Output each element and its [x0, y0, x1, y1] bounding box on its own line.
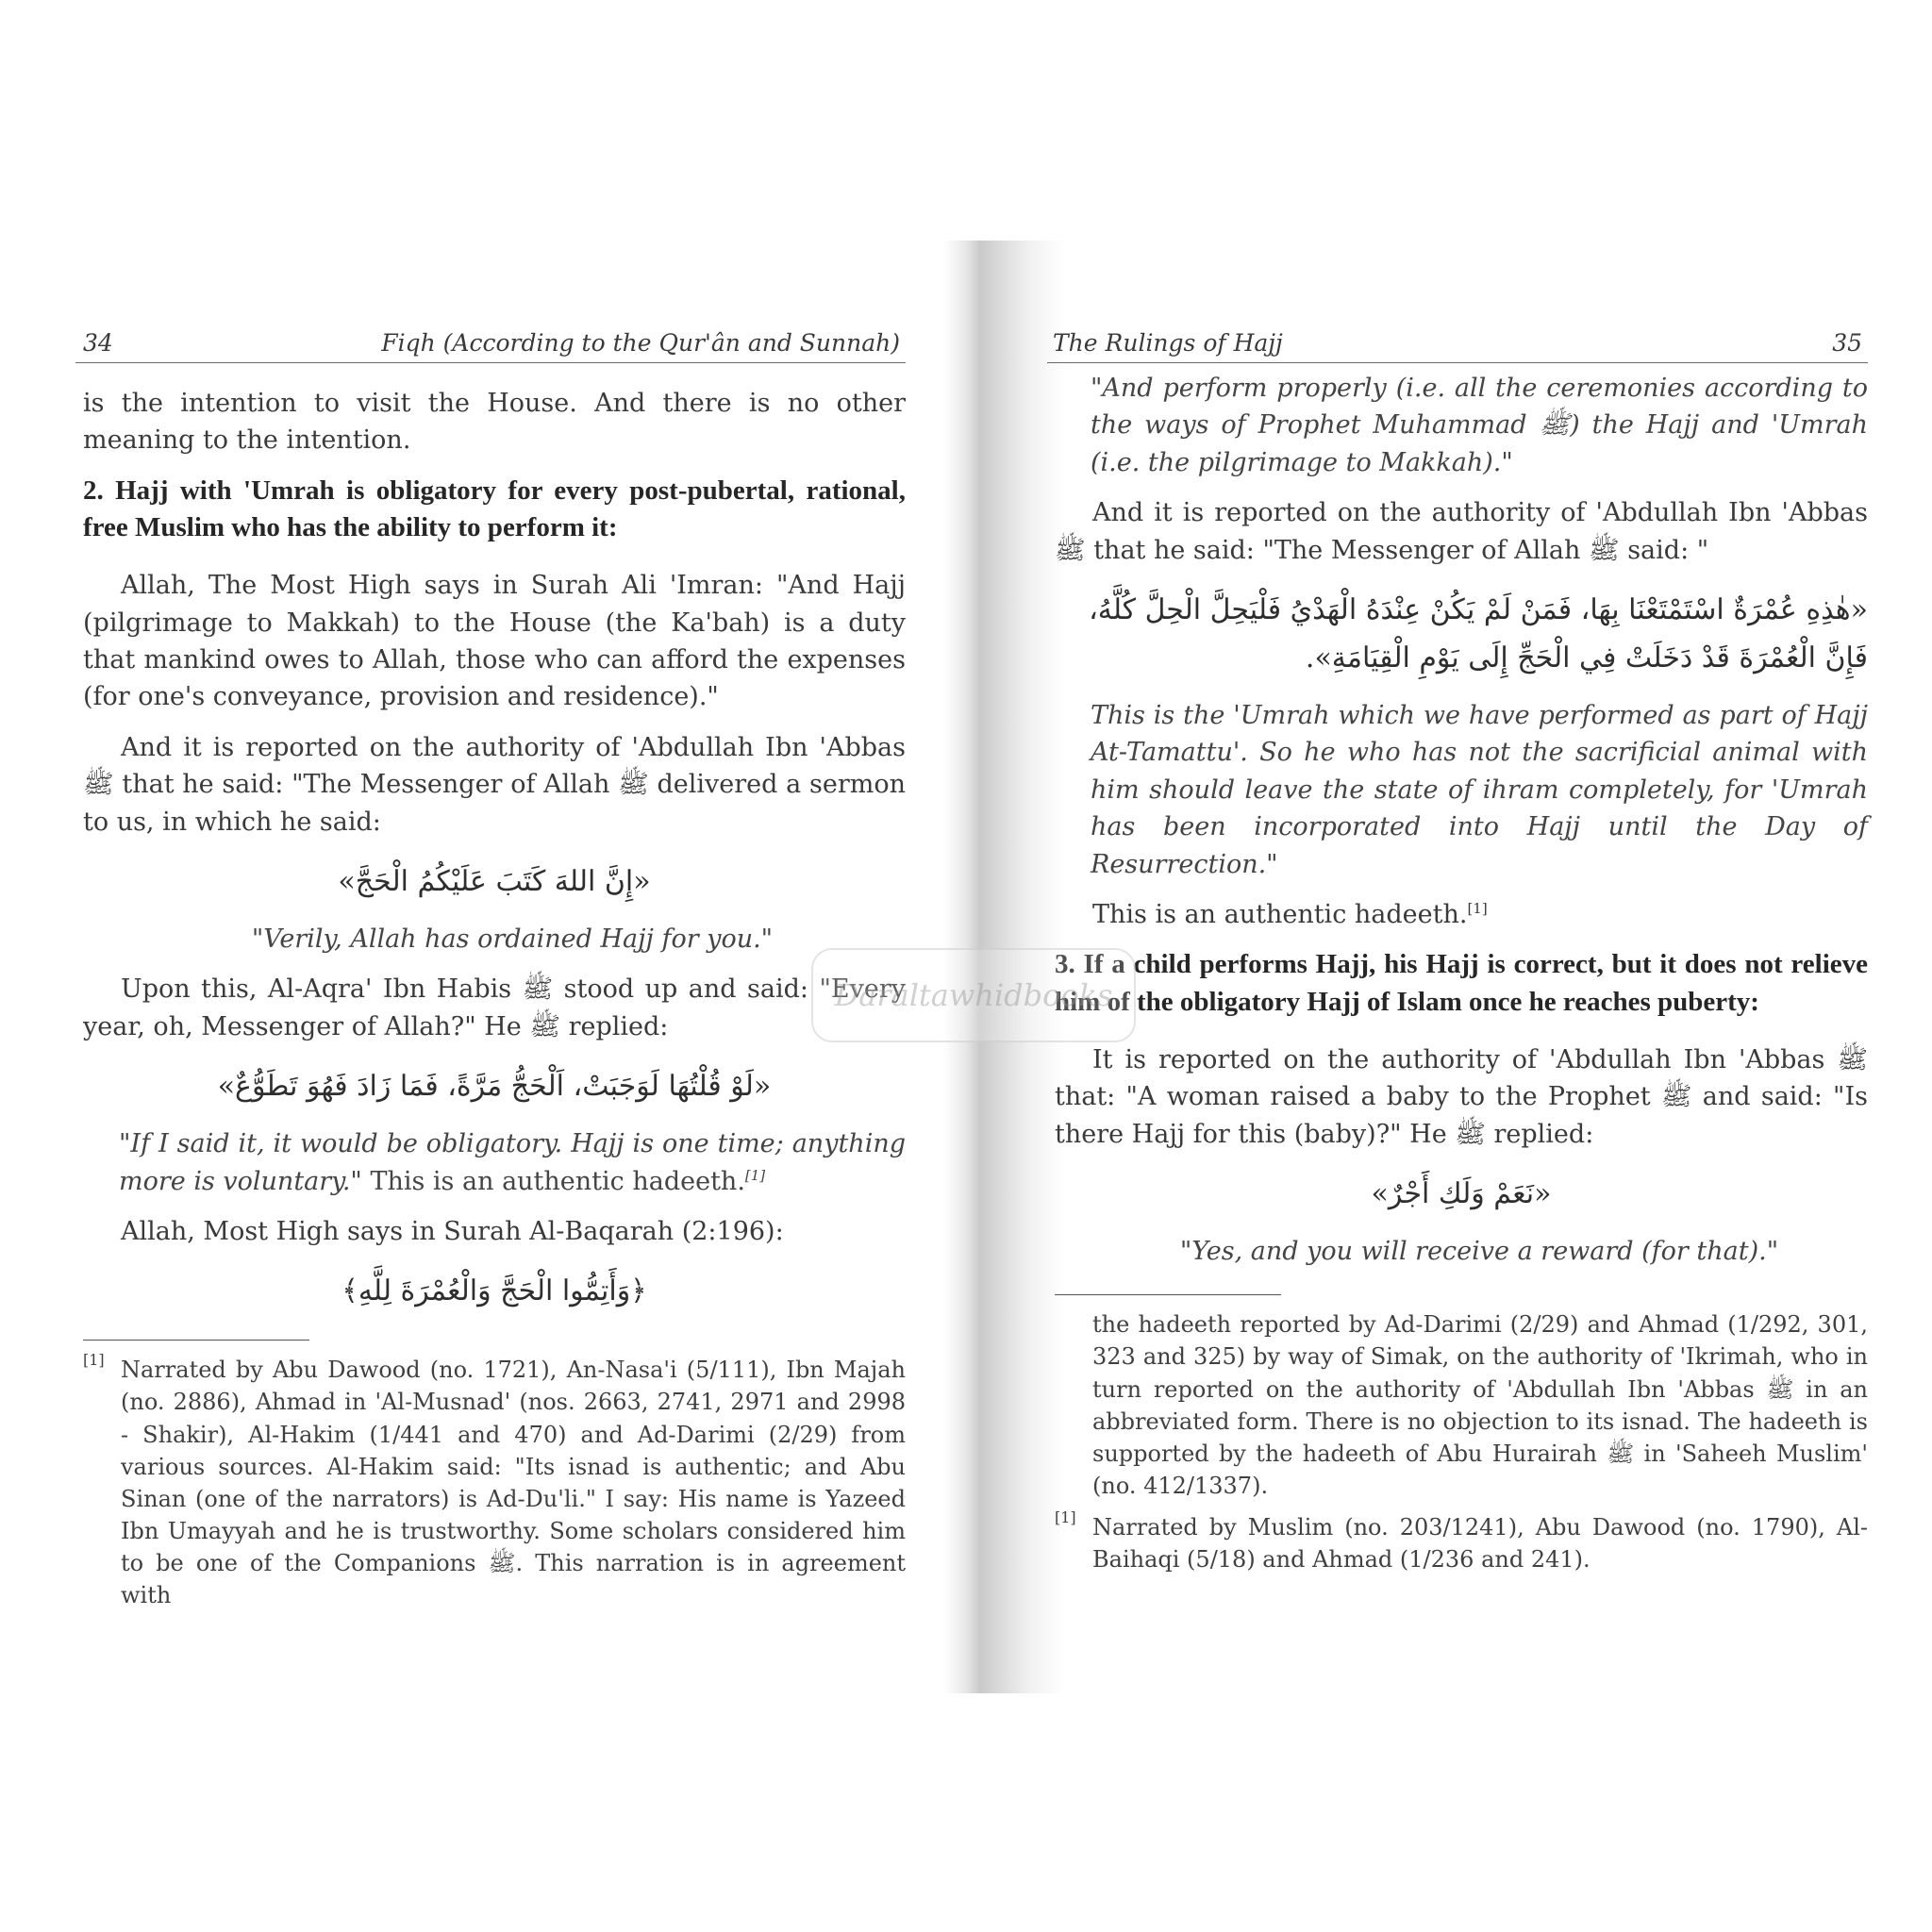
paragraph: And it is reported on the authority of 'Abdullah Ibn 'Abbas ﷺ that he said: "The Messenger of Allah ﷺ said: " [1055, 498, 1868, 565]
translation [83, 1125, 906, 1200]
right-page-body [1055, 370, 1868, 1575]
translation: "Yes, and you will receive a reward (for that)." [1179, 1236, 1779, 1266]
section-heading: 3. If a child performs Hajj, his Hajj is correct, but it does not relieve him of the obligatory Hajj of Islam once he reaches puberty: [1055, 949, 1868, 1017]
paragraph: Allah, Most High says in Surah Al-Baqarah (2:196): [121, 1216, 784, 1246]
translation: This is the 'Umrah which we have performed as part of Hajj At-Tamattu'. So he who has not the sacrificial animal with him should leave the state of ihram completely, for 'Umrah has been incorporated into Hajj until the Day of Resurrection." [1091, 701, 1868, 879]
paragraph-text: This is an authentic hadeeth. [1092, 900, 1468, 930]
page-number-left: 34 [83, 329, 113, 357]
translation-italic: "If I said it, it would be obligatory. Hajj is one time; anything more is voluntary." [119, 1129, 906, 1196]
footnote [83, 1351, 907, 1611]
watermark: Daraltawhidbooks [811, 948, 1136, 1042]
running-title-left: Fiqh (According to the Qur'ân and Sunnah) [381, 329, 900, 357]
right-running-head [1047, 321, 1868, 363]
arabic-hadith-text: «نَعَمْ وَلَكِ أَجْرٌ» [1371, 1176, 1552, 1210]
paragraph: Allah, The Most High says in Surah Ali 'Imran: "And Hajj (pilgrimage to Makkah) to the House (the Ka'bah) is a duty that mankind owes to Allah, those who can afford the expenses (for one's conveyance, provision and residence)." [83, 571, 906, 712]
left-running-head [75, 321, 906, 363]
paragraph: Upon this, Al-Aqra' Ibn Habis ﷺ stood up and said: "Every year, oh, Messenger of Allah?" He ﷺ replied: [83, 974, 906, 1041]
footnote-rule [83, 1340, 309, 1341]
footnote-text: Narrated by Muslim (no. 203/1241), Abu Dawood (no. 1790), Al-Baihaqi (5/18) and Ahmad (1/236 and 241). [1092, 1513, 1868, 1573]
left-page-body [83, 385, 906, 1611]
paragraph: It is reported on the authority of 'Abdullah Ibn 'Abbas ﷺ that: "A woman raised a baby to the Prophet ﷺ and said: "Is there Hajj for this (baby)?" He ﷺ replied: [1055, 1044, 1869, 1149]
footnote-mark: [1] [1055, 1507, 1076, 1526]
footnote-mark: [1] [83, 1351, 105, 1370]
footnote-rule [1055, 1294, 1281, 1295]
arabic-hadith-text: «هٰذِهِ عُمْرَةٌ اسْتَمْتَعْنَا بِهَا، فَمَنْ لَمْ يَكُنْ عِنْدَهُ الْهَدْيُ فَلْيَحِلَّ الْحِلَّ كُلَّهُ، فَإِنَّ الْعُمْرَةَ قَدْ دَخَلَتْ فِي الْحَجِّ إِلَى يَوْمِ الْقِيَامَةِ». [1089, 593, 1868, 675]
section-heading: 2. Hajj with 'Umrah is obligatory for every post-pubertal, rational, free Muslim who has the ability to perform it: [83, 475, 906, 542]
arabic-hadith-text: «إِنَّ اللهَ كَتَبَ عَلَيْكُمُ الْحَجَّ» [338, 864, 651, 898]
translation: "Verily, Allah has ordained Hajj for you." [251, 924, 774, 954]
footnote-text: Narrated by Abu Dawood (no. 1721), An-Nasa'i (5/111), Ibn Majah (no. 2886), Ahmad in 'Al-Musnad' (nos. 2663, 2741, 2971 and 2998 - Shakir), Al-Hakim (1/441 and 470) and Ad-Darimi (2/29) from various sources. Al-Hakim said: "Its isnad is authentic; and Abu Sinan (one of the narrators) is Ad-Du'li." I say: His name is Yazeed Ibn Umayyah and he is trustworthy. Some scholars considered him to be one of the Companions ﷺ. This narration is in agreement with [121, 1357, 907, 1608]
footnote-continuation: the hadeeth reported by Ad-Darimi (2/29) and Ahmad (1/292, 301, 323 and 325) by way of Simak, on the authority of 'Ikrimah, who in turn reported on the authority of 'Abdullah Ibn 'Abbas ﷺ in an abbreviated form. There is no objection to its isnad. The hadeeth is supported by the hadeeth of Abu Hurairah ﷺ in 'Saheeh Muslim' (no. 412/1337). [1092, 1311, 1869, 1499]
arabic-quran-verse: ﴿وَأَتِمُّوا الْحَجَّ وَالْعُمْرَةَ لِلَّهِ﴾ [341, 1274, 647, 1308]
left-page [75, 283, 906, 1679]
footnote-reference: [1] [744, 1166, 766, 1184]
translation-tail: This is an authentic hadeeth. [370, 1166, 745, 1196]
footnote-reference: [1] [1467, 900, 1488, 918]
translation: "And perform properly (i.e. all the ceremonies according to the ways of Prophet Muhammad ﷺ) the Hajj and 'Umrah (i.e. the pilgrimage to Makkah)." [1091, 374, 1868, 477]
right-page [1047, 283, 1868, 1679]
running-title-right: The Rulings of Hajj [1053, 329, 1283, 357]
paragraph [1055, 896, 1868, 933]
arabic-hadith-text: «لَوْ قُلْتُهَا لَوَجَبَتْ، اَلْحَجُّ مَرَّةً، فَمَا زَادَ فَهُوَ تَطَوُّعٌ» [217, 1070, 772, 1104]
paragraph: And it is reported on the authority of 'Abdullah Ibn 'Abbas ﷺ that he said: "The Messenger of Allah ﷺ delivered a sermon to us, in which he said: [83, 732, 906, 837]
footnote [1055, 1507, 1868, 1575]
page-number-right: 35 [1832, 329, 1862, 357]
paragraph: is the intention to visit the House. And there is no other meaning to the intention. [83, 389, 906, 456]
